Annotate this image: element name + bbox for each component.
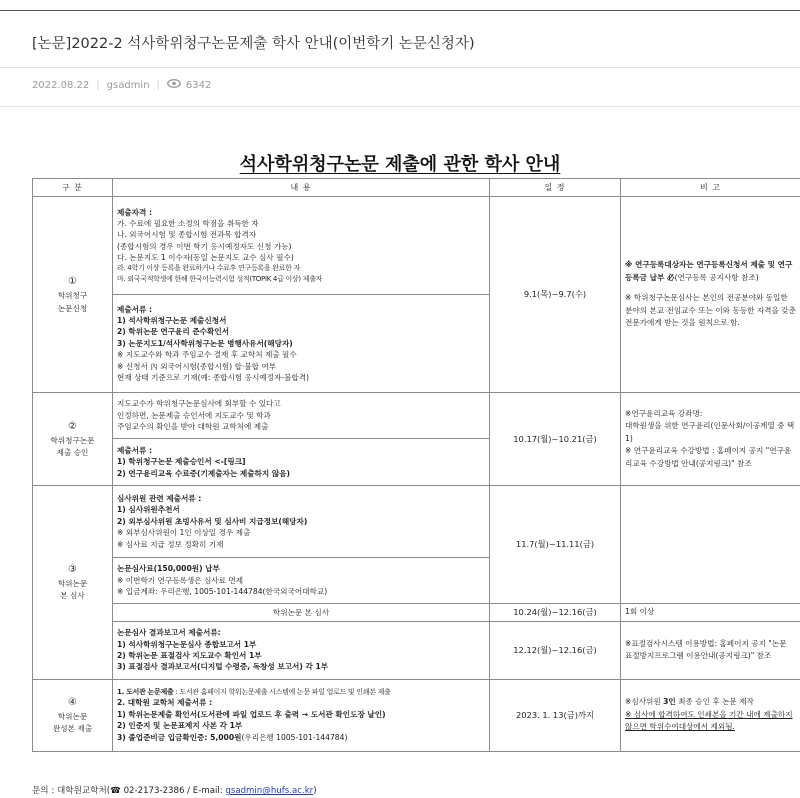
list-item: 2) 외부심사위원 초빙사유서 및 심사비 지급정보(해당자) bbox=[117, 516, 308, 526]
list-item: 가. 수료에 필요한 소정의 학점을 취득한 자 bbox=[117, 218, 259, 228]
table-row bbox=[33, 197, 800, 295]
step3-number: ③ bbox=[68, 564, 77, 576]
library-submit-label: 1. 도서관 논문제출 bbox=[117, 687, 174, 696]
list-item: 3) 논문지도1/석사학위청구논문 병행사유서(해당자) bbox=[117, 338, 293, 348]
document-heading: 석사학위청구논문 제출에 관한 학사 안내 bbox=[239, 154, 561, 175]
list-item: 마. 외국국적학생에 한해 한국어능력시험 성적(TOPIK 4급 이상) 제출자 bbox=[117, 274, 323, 283]
step3-category bbox=[33, 486, 113, 680]
docs-title: 제출서류 : bbox=[117, 445, 153, 455]
step2-label2: 제출 승인 bbox=[56, 448, 89, 457]
reviewer-title: 심사위원 관련 제출서류 : bbox=[117, 494, 202, 504]
docs-title: 제출서류 : bbox=[117, 304, 153, 314]
remark-bold: 3인 bbox=[663, 697, 676, 707]
step3-remarks-empty bbox=[621, 486, 800, 604]
post-meta bbox=[32, 79, 211, 91]
list-item: 2) 학위논문 연구윤리 준수확인서 bbox=[117, 327, 230, 337]
header-schedule: 일 정 bbox=[490, 179, 621, 197]
step2-label1: 학위청구논문 bbox=[50, 435, 95, 445]
step4-schedule: 2023. 1. 13(금)까지 bbox=[490, 679, 621, 751]
remark-bold: ※ 연구등록대상자는 연구등록신청서 제출 및 연구등록금 납부 必 bbox=[625, 260, 793, 282]
list-item: 1) 학위논문제출 확인서(도서관에 파일 업로드 후 출력 → 도서관 확인도장 날인) bbox=[117, 709, 386, 719]
fee-bold: 3) 졸업준비금 입금확인증: 5,000원 bbox=[117, 732, 242, 742]
eye-icon bbox=[167, 79, 181, 91]
library-submit-text: : 도서관 홈페이지 학위논문제출 시스템에 논문 파일 업로드 및 인쇄본 제출 bbox=[173, 687, 391, 696]
list-item: 2) 학위논문 표절검사 지도교수 확인서 1부 bbox=[117, 651, 262, 661]
header-category: 구 분 bbox=[33, 179, 113, 197]
table-row bbox=[33, 604, 800, 622]
meta-separator: | bbox=[96, 79, 100, 91]
step1-label1: 학위청구 bbox=[57, 291, 88, 301]
step4-label2: 완성본 제출 bbox=[52, 724, 93, 734]
list-item: ※ 연구윤리교육 수강방법 : 홈페이지 공지 "연구윤리교육 수강방법 안내(공지링크)" 참조 bbox=[625, 446, 792, 468]
table-row bbox=[33, 486, 800, 558]
step3-schedule: 11.7(월)~11.11(금) bbox=[490, 486, 621, 604]
list-item: 지도교수가 학위청구논문심사에 회부할 수 있다고 bbox=[117, 399, 281, 409]
list-item: ※ 이번학기 연구등록생은 심사료 면제 bbox=[117, 575, 244, 585]
step1-documents bbox=[113, 295, 490, 393]
step2-category bbox=[33, 393, 113, 486]
step3-label1: 학위논문 bbox=[57, 579, 88, 589]
footer-prefix: 문의 : 대학원교학처( bbox=[32, 786, 111, 796]
list-item: 나. 외국어시험 및 종합시험 전과목 합격자 bbox=[117, 230, 257, 240]
list-item: 현재 상태 기준으로 기재(예: 종합시험 응시예정자-불합격) bbox=[117, 372, 310, 382]
list-item: 2) 연구윤리교육 수료증(기제출자는 제출하지 않음) bbox=[117, 468, 290, 478]
list-item bbox=[117, 732, 485, 743]
list-item bbox=[625, 696, 796, 709]
remark-review-rule: ※ 학위청구논문심사는 본인의 전공분야와 동일한 분야의 본교 전임교수 또는 이와 동등한 자격을 갖춘 전문가에게 받는 것을 원칙으로 함. bbox=[625, 293, 796, 328]
result-title: 논문심사 결과보고서 제출서류: bbox=[117, 628, 221, 638]
table-row bbox=[33, 679, 800, 751]
step4-content bbox=[113, 679, 490, 751]
list-item: ※ 외부심사위원이 1인 이상일 경우 제출 bbox=[117, 528, 251, 538]
footer-suffix: ) bbox=[313, 786, 317, 796]
step2-number: ② bbox=[68, 420, 77, 432]
list-item: 다. 논문지도 1 이수자(동일 논문지도 교수 심사 필수) bbox=[117, 253, 294, 263]
email-link[interactable]: gsadmin@hufs.ac.kr bbox=[225, 786, 314, 796]
step3-fee bbox=[113, 558, 490, 604]
list-item: 라. 4학기 이상 등록을 완료하거나 수료후 연구등록을 완료한 자 bbox=[117, 264, 301, 273]
title-divider bbox=[0, 67, 800, 68]
remark-mid: 최종 승인 후 논문 제작 bbox=[675, 697, 754, 707]
list-item: 1) 석사학위청구논문 제출신청서 bbox=[117, 316, 227, 326]
step2-remarks bbox=[621, 393, 800, 486]
table-row bbox=[33, 621, 800, 679]
list-item: ※연구윤리교육 강좌명: bbox=[625, 408, 703, 418]
step2-documents bbox=[113, 439, 490, 486]
review-label: 학위논문 본 심사 bbox=[113, 604, 490, 622]
list-item: ※ 지도교수와 학과 주임교수 결재 후 교학처 제출 필수 bbox=[117, 350, 297, 360]
list-item: ※ 신청서 內 외국어시험(종합시험) 합·불합 여부 bbox=[117, 361, 277, 371]
schedule-table bbox=[32, 178, 800, 752]
step1-category bbox=[33, 197, 113, 393]
step1-remarks bbox=[621, 197, 800, 393]
remark-tail: (연구등록 공지사항 참조) bbox=[674, 272, 759, 282]
review-schedule: 10.24(월)~12.16(금) bbox=[490, 604, 621, 622]
list-item: 주임교수의 확인을 받아 대학원 교학처에 제출 bbox=[117, 422, 269, 432]
fee-title: 논문심사료(150,000원) 납부 bbox=[117, 564, 220, 574]
list-item: 인정하면, 논문제출 승인서에 지도교수 및 학과 bbox=[117, 410, 271, 420]
step1-label2: 논문신청 bbox=[57, 303, 88, 313]
step4-remarks bbox=[621, 679, 800, 751]
list-item: 1) 석사학위청구논문심사 종합보고서 1부 bbox=[117, 639, 257, 649]
step1-schedule: 9.1(목)~9.7(수) bbox=[490, 197, 621, 393]
footer-phone: 02-2173-2386 / E-mail: bbox=[120, 786, 226, 796]
list-item: (종합시험의 경우 이번 학기 응시예정자도 신청 가능) bbox=[117, 241, 292, 251]
step4-number: ④ bbox=[68, 696, 77, 708]
header-remarks: 비 고 bbox=[621, 179, 800, 197]
list-item: 대학원생을 위한 연구윤리(인문사회/이공계열 중 택1) bbox=[625, 421, 795, 443]
list-item: 1) 학위청구논문 제출승인서 <-[링크] bbox=[117, 457, 246, 467]
table-header-row bbox=[33, 179, 800, 197]
table-row bbox=[33, 393, 800, 439]
post-author: gsadmin bbox=[106, 79, 150, 91]
qual-title: 제출자격 : bbox=[117, 207, 153, 217]
remark-prefix: ※심사위원 bbox=[625, 697, 664, 707]
post-title: [논문]2022-2 석사학위청구논문제출 학사 안내(이번학기 논문신청자) bbox=[32, 36, 475, 52]
step4-category bbox=[33, 679, 113, 751]
list-item: 2) 인준지 및 논문표제지 사본 각 1부 bbox=[117, 721, 243, 731]
step2-schedule: 10.17(월)~10.21(금) bbox=[490, 393, 621, 486]
step1-qualifications bbox=[113, 197, 490, 295]
remark-warning: ※ 심사에 합격하여도 인쇄본을 기간 내에 제출하지 않으면 학위수여대상에서 제외됨. bbox=[625, 709, 793, 732]
step3-label2: 본 심사 bbox=[60, 591, 85, 601]
meta-separator: | bbox=[156, 79, 160, 91]
step2-intro bbox=[113, 393, 490, 439]
result-remark: ※표절검사시스템 이용방법: 홈페이지 공지 "논문 표절방지프로그램 이용안내(공지링크)" 참조 bbox=[621, 621, 800, 679]
list-item: ※ 심사료 지급 정보 정확히 기재 bbox=[117, 539, 224, 549]
list-item: 1) 심사위원추천서 bbox=[117, 505, 180, 515]
list-item: 2. 대학원 교학처 제출서류 : bbox=[117, 698, 213, 708]
list-item: ※ 입금계좌: 우리은행, 1005-101-144784(한국외국어대학교) bbox=[117, 587, 328, 597]
result-schedule: 12.12(월)~12.16(금) bbox=[490, 621, 621, 679]
list-item: 3) 표절검사 결과보고서(디지털 수령증, 독창성 보고서) 각 1부 bbox=[117, 662, 329, 672]
phone-icon: ☎ bbox=[110, 786, 121, 796]
step4-label1: 학위논문 bbox=[57, 711, 88, 721]
step1-number: ① bbox=[68, 276, 77, 288]
post-views: 6342 bbox=[185, 79, 212, 91]
meta-divider bbox=[0, 106, 800, 107]
review-remark: 1회 이상 bbox=[621, 604, 800, 622]
contact-footer bbox=[32, 784, 317, 796]
step3-result-docs bbox=[113, 621, 490, 679]
post-date: 2022.08.22 bbox=[32, 79, 90, 91]
fee-account: (우리은행 1005-101-144784) bbox=[241, 732, 348, 742]
list-item bbox=[117, 687, 485, 698]
top-rule bbox=[0, 10, 800, 11]
header-content: 내 용 bbox=[113, 179, 490, 197]
step3-reviewer-docs bbox=[113, 486, 490, 558]
